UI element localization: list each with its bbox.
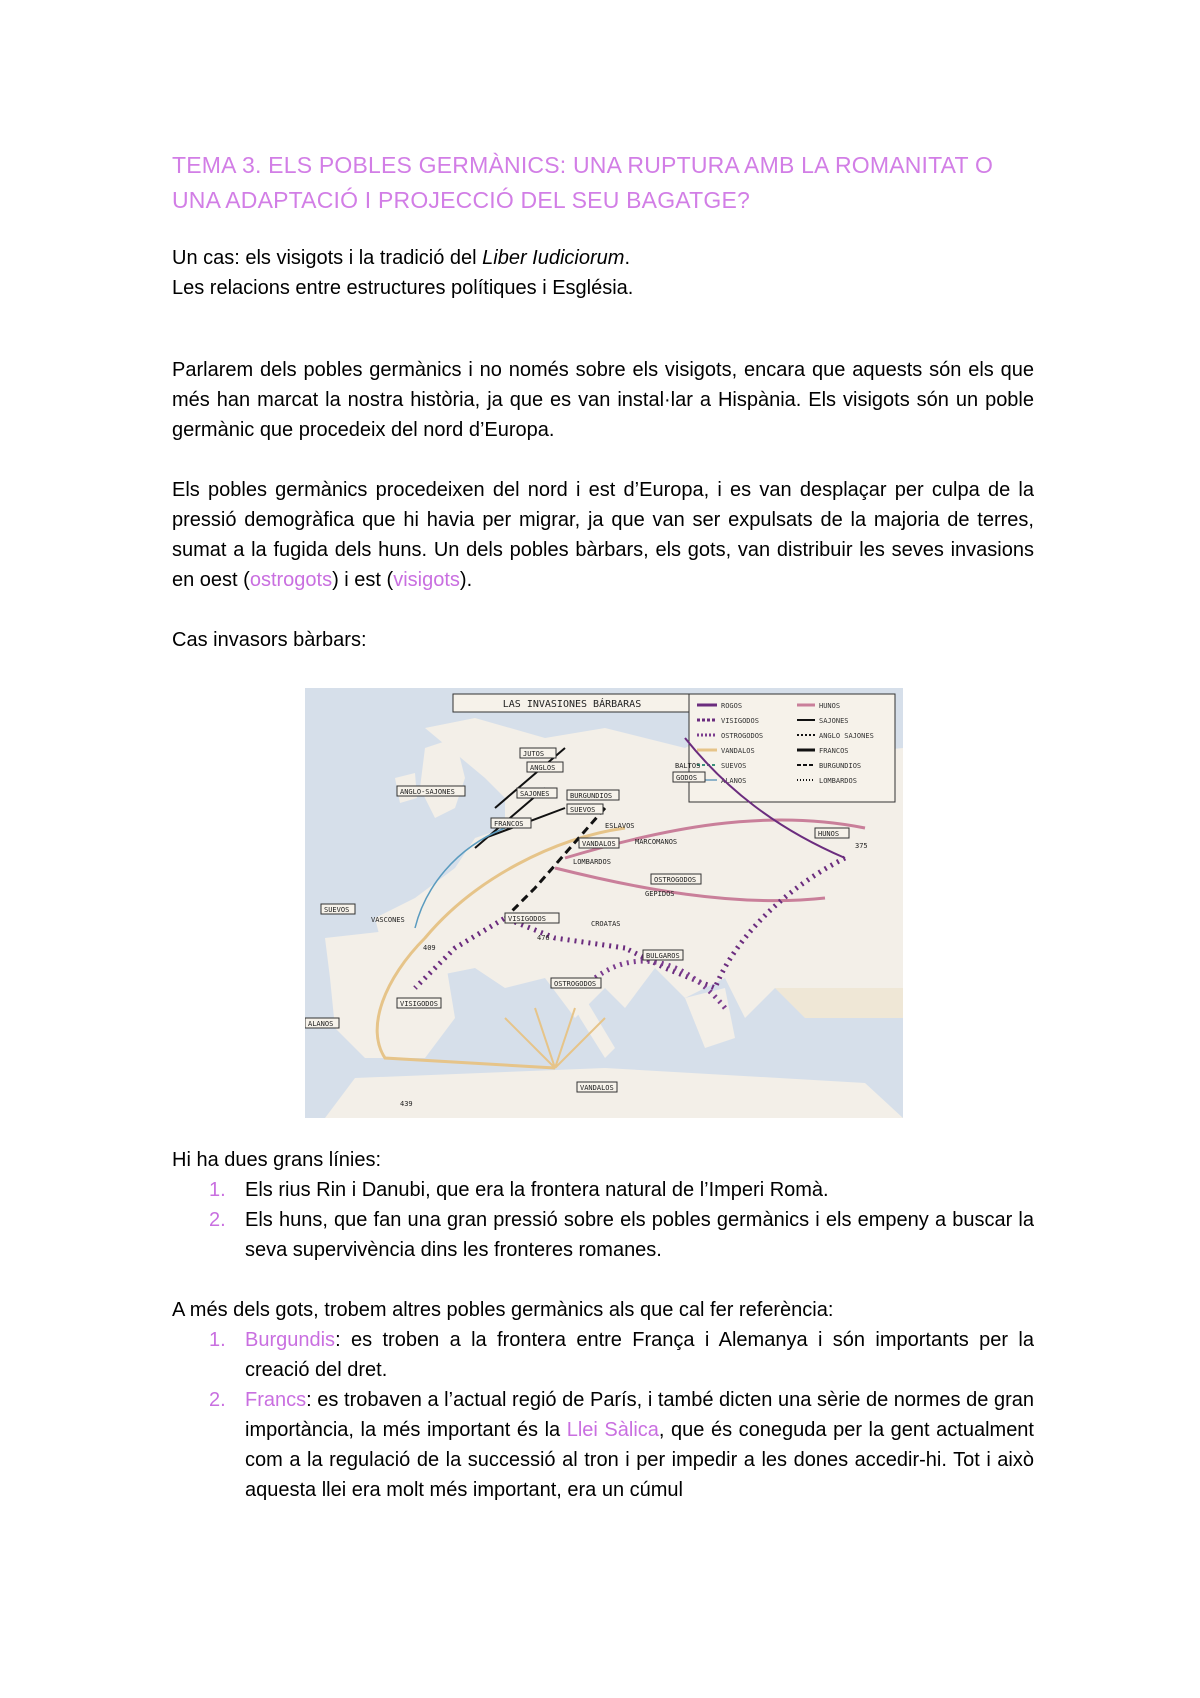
svg-text:GEPIDOS: GEPIDOS (645, 890, 675, 898)
svg-text:HUNOS: HUNOS (819, 702, 841, 710)
svg-text:HUNOS: HUNOS (818, 830, 840, 838)
title-line-1: TEMA 3. ELS POBLES GERMÀNICS: UNA RUPTURA AMB LA ROMANITAT O (172, 152, 994, 178)
svg-text:LOMBARDOS: LOMBARDOS (573, 858, 611, 866)
svg-text:BULGAROS: BULGAROS (646, 952, 680, 960)
paragraph-1: Parlarem dels pobles germànics i no només sobre els visigots, encara que aquests són els que més han marcat la nostra història, ja que es van instal·lar a Hispània. Els visigots són un poble germànic que procedeix del nord d’Europa. (172, 359, 1034, 441)
svg-text:MARCOMANOS: MARCOMANOS (635, 838, 678, 846)
svg-text:FRANCOS: FRANCOS (494, 820, 524, 828)
svg-text:ALANOS: ALANOS (308, 1020, 334, 1028)
others-intro: A més dels gots, trobem altres pobles germànics als que cal fer referència: (172, 1299, 834, 1321)
list-item: 2. Els huns, que fan una gran pressió sobre els pobles germànics i els empeny a buscar la seva supervivència dins les fronteres romanes. (209, 1209, 1034, 1261)
others-list (172, 1325, 1034, 1505)
svg-text:VANDALOS: VANDALOS (582, 840, 616, 848)
paragraph-2: Els pobles germànics procedeixen del nord i est d’Europa, i es van desplaçar per culpa de la pressió demogràfica que hi havia per migrar, ja que van ser expulsats de la majoria de terres, sumat a la fugida dels huns. Un dels pobles bàrbars, els gots, van distribuir les seves invasions en oest (ostrogots) i est (visigots). (172, 479, 1034, 591)
intro-block (172, 243, 1034, 303)
svg-text:VANDALOS: VANDALOS (580, 1084, 614, 1092)
lines-intro: Hi ha dues grans línies: (172, 1149, 382, 1171)
title-line-2: UNA ADAPTACIÓ I PROJECCIÓ DEL SEU BAGATGE? (172, 187, 750, 213)
svg-text:VISIGODOS: VISIGODOS (721, 717, 759, 725)
term-francs: Francs (245, 1389, 307, 1411)
svg-text:BURGUNDIOS: BURGUNDIOS (570, 792, 613, 800)
svg-text:ALANOS: ALANOS (721, 777, 747, 785)
svg-text:ANGLO SAJONES: ANGLO SAJONES (819, 732, 874, 740)
link-ostrogots: ostrogots (249, 569, 333, 591)
svg-text:CROATAS: CROATAS (591, 920, 621, 928)
svg-text:SUEVOS: SUEVOS (570, 806, 596, 814)
svg-text:BALTOS: BALTOS (675, 762, 701, 770)
barbarian-invasions-map (305, 688, 903, 1118)
list-item: 2. Francs: es trobaven a l’actual regió de París, i també dicten una sèrie de normes de gran importància, la més important és la Llei Sàlica, que és coneguda per la gent actualment com a la regulació de la successió al tron i per impedir a les dones accedir-hi. Tot i això aquesta llei era molt més important, era un cúmul (209, 1389, 1034, 1501)
document-title (172, 148, 1034, 218)
svg-text:375: 375 (855, 842, 868, 850)
intro-line-2: Les relacions entre estructures polítiques i Església. (172, 277, 634, 299)
svg-text:ESLAVOS: ESLAVOS (605, 822, 635, 830)
svg-text:ANGLO-SAJONES: ANGLO-SAJONES (400, 788, 455, 796)
svg-text:FRANCOS: FRANCOS (819, 747, 849, 755)
svg-text:ROGOS: ROGOS (721, 702, 743, 710)
svg-text:VANDALOS: VANDALOS (721, 747, 755, 755)
term-llei-salica: Llei Sàlica (566, 1419, 659, 1441)
cas-label: Cas invasors bàrbars: (172, 629, 367, 651)
svg-text:SAJONES: SAJONES (819, 717, 849, 725)
svg-text:VASCONES: VASCONES (371, 916, 405, 924)
svg-text:SAJONES: SAJONES (520, 790, 550, 798)
link-visigots: visigots (393, 569, 460, 591)
lines-section (172, 1145, 1034, 1265)
lines-list (172, 1175, 1034, 1265)
others-section (172, 1295, 1034, 1505)
svg-text:ANGLOS: ANGLOS (530, 764, 556, 772)
svg-text:409: 409 (423, 944, 436, 952)
svg-text:SUEVOS: SUEVOS (324, 906, 350, 914)
svg-text:439: 439 (400, 1100, 413, 1108)
svg-text:OSTROGODOS: OSTROGODOS (721, 732, 764, 740)
svg-text:VISIGODOS: VISIGODOS (508, 915, 546, 923)
list-item: 1. Els rius Rin i Danubi, que era la frontera natural de l’Imperi Romà. (209, 1179, 829, 1201)
svg-text:BURGUNDIOS: BURGUNDIOS (819, 762, 862, 770)
svg-text:VISIGODOS: VISIGODOS (400, 1000, 438, 1008)
svg-text:JUTOS: JUTOS (523, 750, 545, 758)
intro-line-1: Un cas: els visigots i la tradició del Liber Iudiciorum. (172, 247, 630, 269)
term-burgundis: Burgundis (245, 1329, 336, 1351)
svg-text:SUEVOS: SUEVOS (721, 762, 747, 770)
svg-text:476: 476 (537, 934, 550, 942)
svg-text:LOMBARDOS: LOMBARDOS (819, 777, 857, 785)
document-page (172, 148, 1034, 655)
svg-text:GODOS: GODOS (676, 774, 698, 782)
list-item: 1. Burgundis: es troben a la frontera entre França i Alemanya i són importants per la creació del dret. (209, 1329, 1034, 1381)
svg-text:OSTROGODOS: OSTROGODOS (554, 980, 597, 988)
map-title: LAS INVASIONES BÁRBARAS (502, 699, 642, 710)
svg-text:OSTROGODOS: OSTROGODOS (654, 876, 697, 884)
